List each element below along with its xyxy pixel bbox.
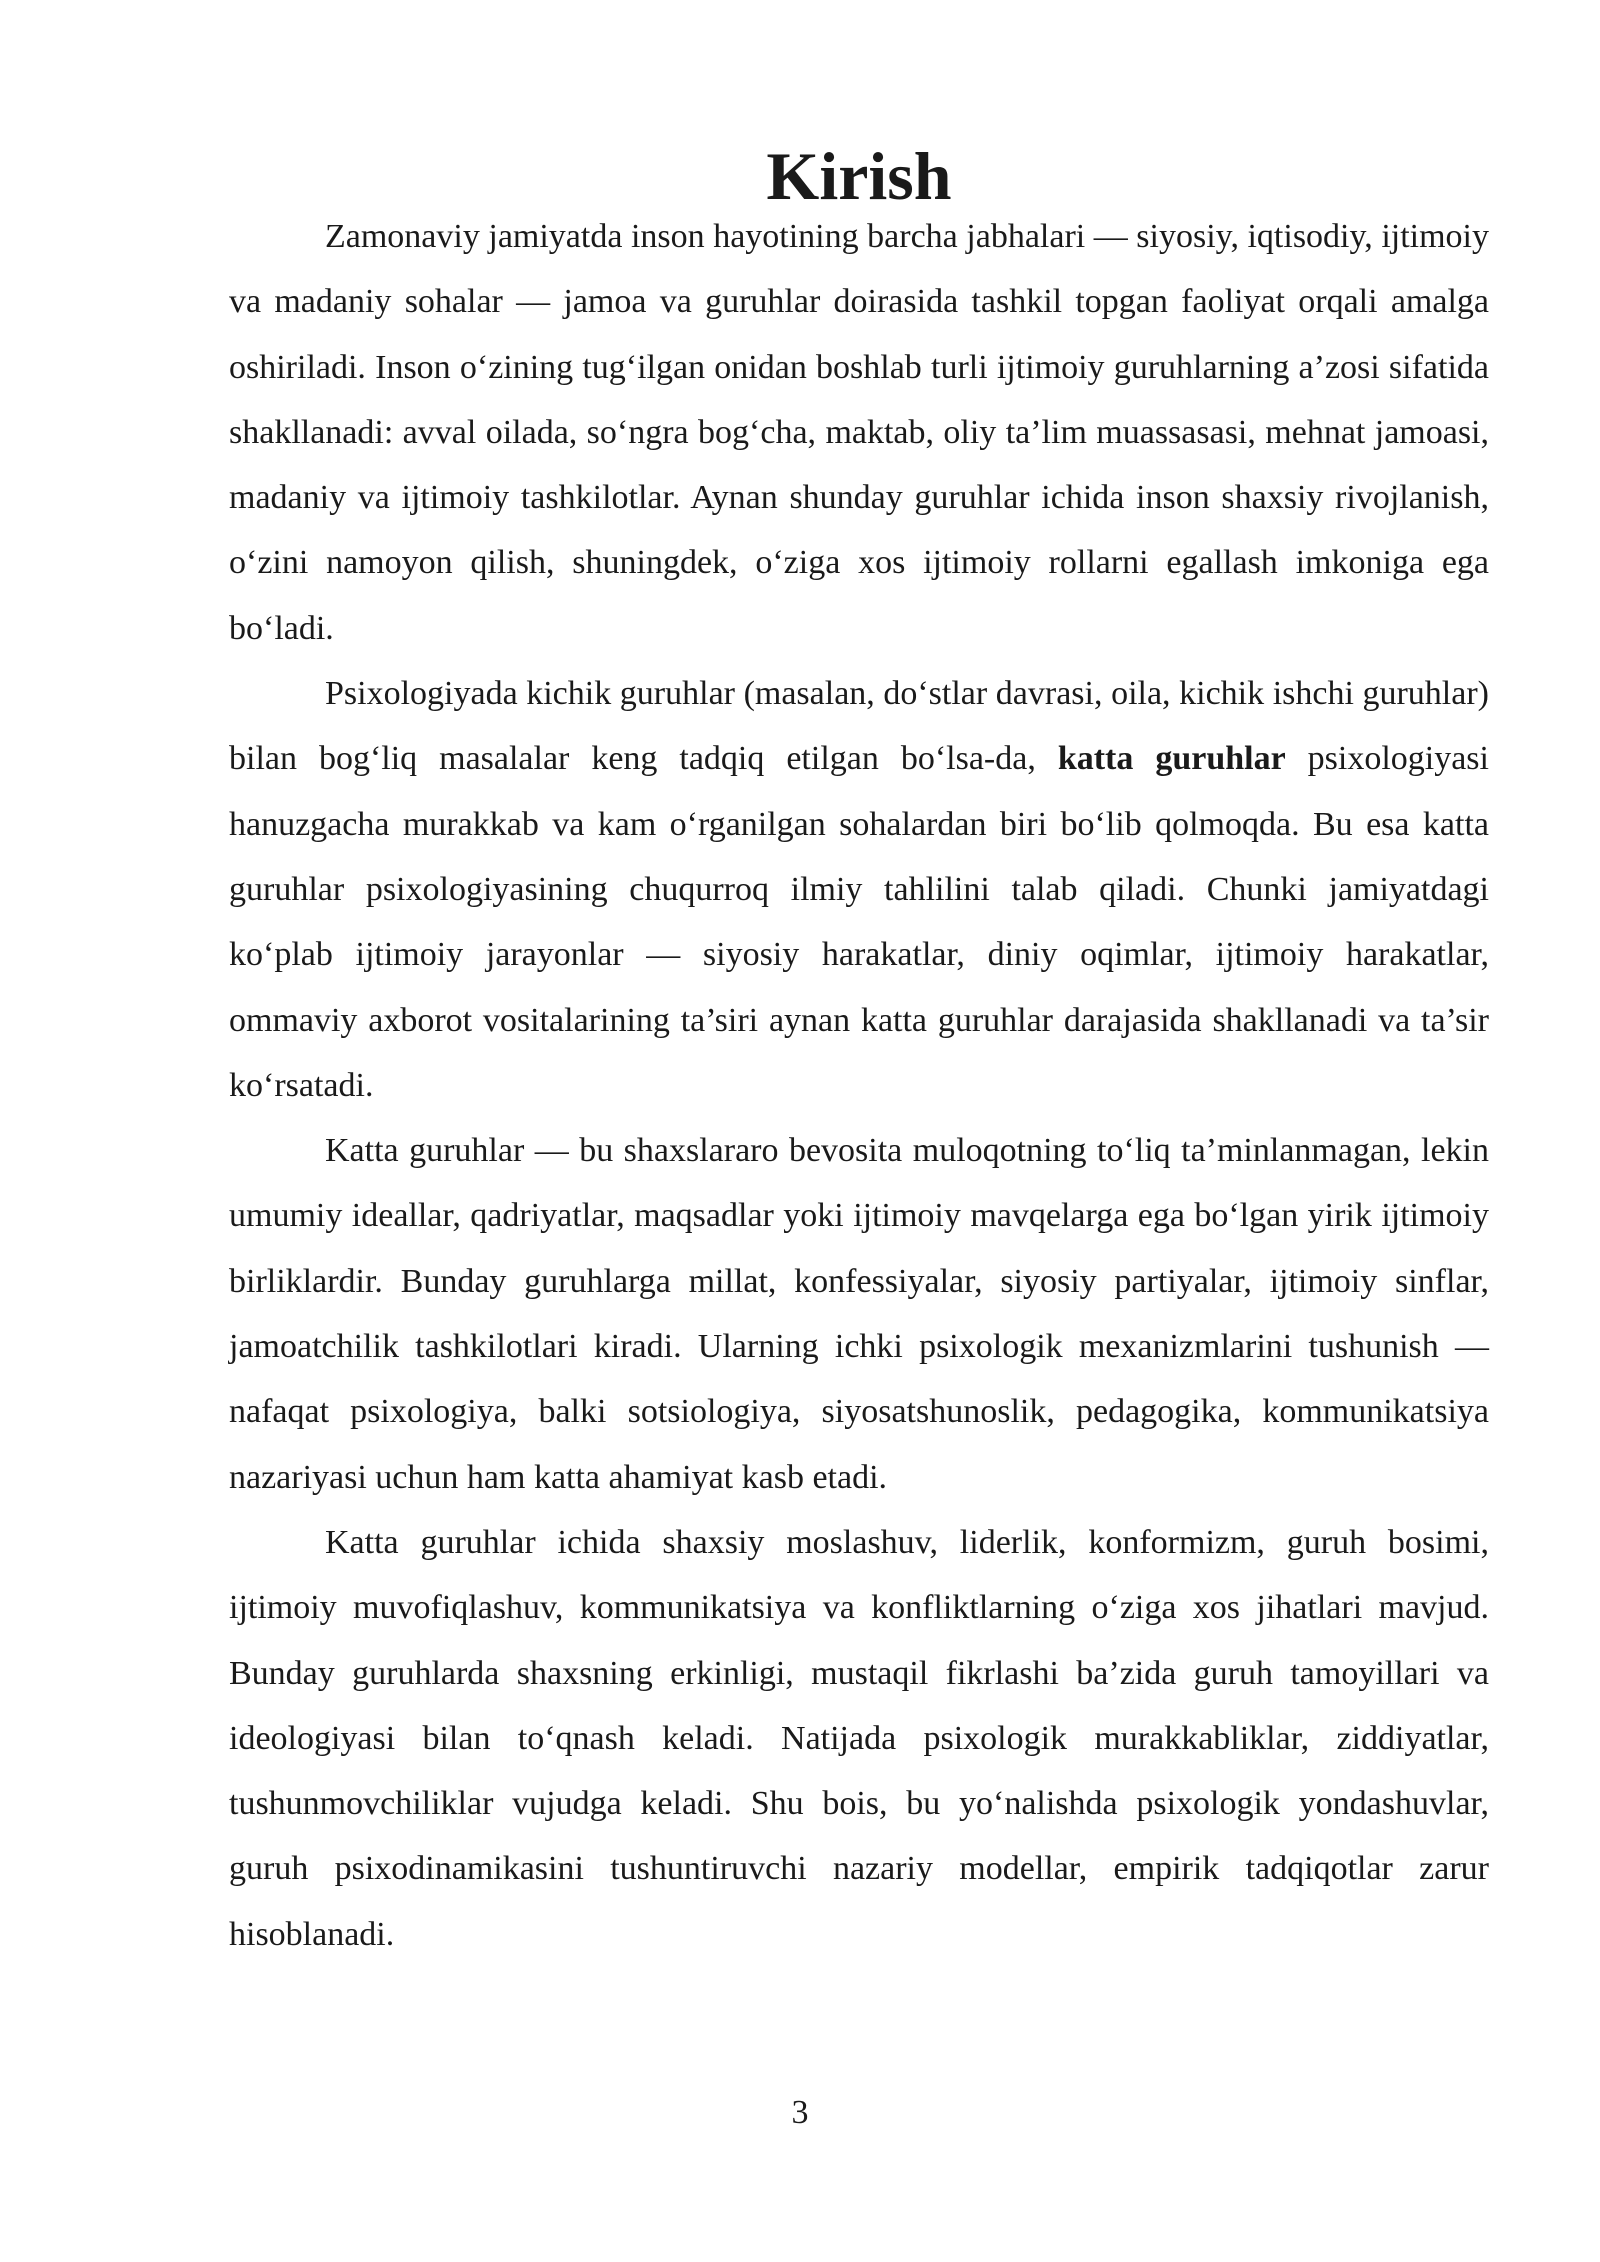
page-content	[229, 138, 1489, 1967]
paragraph-2-text-start: Psixologiyada kichik guruhlar (masalan, do‘stlar davrasi, oila, kichik ishchi guruhlar) bilan bog‘liq masalalar keng tadqiq etilgan bo‘lsa-da,	[229, 675, 1489, 778]
page-number: 3	[791, 2094, 809, 2131]
paragraph-2-text-end: psixologiyasi hanuzgacha murakkab va kam o‘rganilgan sohalardan biri bo‘lib qolmoqda. Bu esa katta guruhlar psixologiyasining chuqurroq ilmiy tahlilini talab qiladi. Chunki jamiyatdagi ko‘plab ijtimoiy jarayonlar — siyosiy harakatlar, diniy oqimlar, ijtimoiy harakatlar, ommaviy axborot vositalarining ta’siri aynan katta guruhlar darajasida shakllanadi va ta’sir ko‘rsatadi.	[229, 740, 1489, 1104]
paragraph-2	[229, 661, 1489, 1118]
paragraph-3: Katta guruhlar — bu shaxslararo bevosita muloqotning to‘liq ta’minlanmagan, lekin umumiy ideallar, qadriyatlar, maqsadlar yoki ijtimoiy mavqelarga ega bo‘lgan yirik ijtimoiy birliklardir. Bunday guruhlarga millat, konfessiyalar, siyosiy partiyalar, ijtimoiy sinflar, jamoatchilik tashkilotlari kiradi. Ularning ichki psixologik mexanizmlarini tushunish — nafaqat psixologiya, balki sotsiologiya, siyosatshunoslik, pedagogika, kommunikatsiya nazariyasi uchun ham katta ahamiyat kasb etadi.	[229, 1132, 1489, 1496]
paragraph-4: Katta guruhlar ichida shaxsiy moslashuv, liderlik, konformizm, guruh bosimi, ijtimoiy muvofiqlashuv, kommunikatsiya va konfliktlarning o‘ziga xos jihatlari mavjud. Bunday guruhlarda shaxsning erkinligi, mustaqil fikrlashi ba’zida guruh tamoyillari va ideologiyasi bilan to‘qnash keladi. Natijada psixologik murakkabliklar, ziddiyatlar, tushunmovchiliklar vujudga keladi. Shu bois, bu yo‘nalishda psixologik yondashuvlar, guruh psixodinamikasini tushuntiruvchi nazariy modellar, empirik tadqiqotlar zarur hisoblanadi.	[229, 1523, 1489, 1953]
section-title: Kirish	[766, 138, 952, 214]
paragraph-2-bold-term: katta guruhlar	[1057, 740, 1286, 778]
paragraph-1: Zamonaviy jamiyatda inson hayotining barcha jabhalari — siyosiy, iqtisodiy, ijtimoiy va madaniy sohalar — jamoa va guruhlar doirasida tashkil topgan faoliyat orqali amalga oshiriladi. Inson o‘zining tug‘ilgan onidan boshlab turli ijtimoiy guruhlarning a’zosi sifatida shakllanadi: avval oilada, so‘ngra bog‘cha, maktab, oliy ta’lim muassasasi, mehnat jamoasi, madaniy va ijtimoiy tashkilotlar. Aynan shunday guruhlar ichida inson shaxsiy rivojlanish, o‘zini namoyon qilish, shuningdek, o‘ziga xos ijtimoiy rollarni egallash imkoniga ega bo‘ladi.	[229, 218, 1489, 647]
